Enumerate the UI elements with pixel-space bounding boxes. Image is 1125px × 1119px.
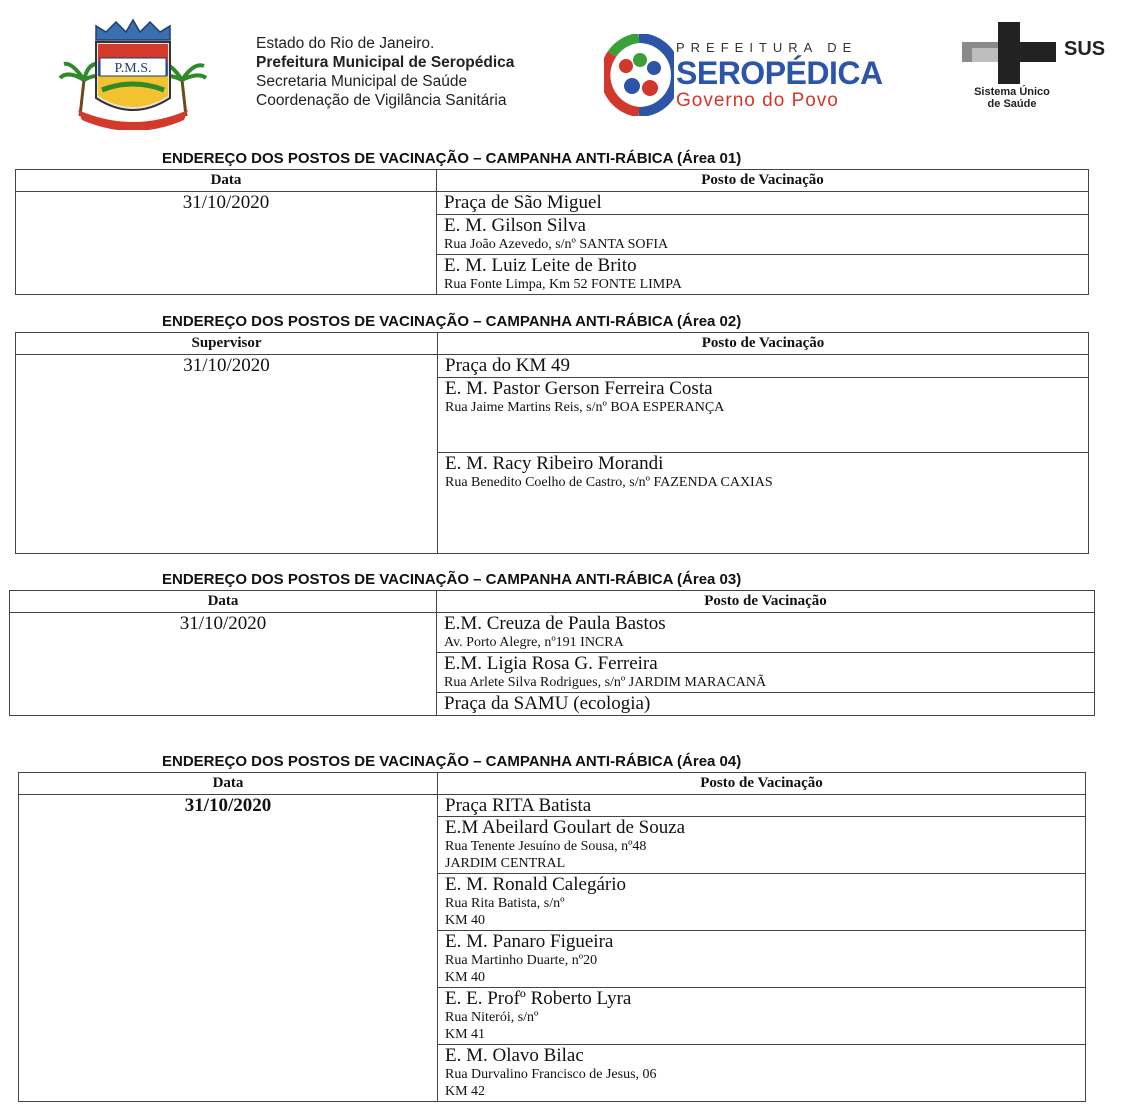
- org-line-state: Estado do Rio de Janeiro.: [256, 35, 435, 52]
- post-cell: [437, 192, 1089, 215]
- column-header-post: Posto de Vacinação: [437, 170, 1089, 192]
- pms-crest-icon: [58, 18, 208, 130]
- post-name: E. M. Ronald Calegário: [445, 874, 626, 895]
- post-address: Av. Porto Alegre, nº191 INCRA: [444, 635, 624, 650]
- post-cell: [437, 255, 1089, 295]
- post-name: Praça da SAMU (ecologia): [444, 693, 651, 714]
- document-header: [0, 0, 1125, 140]
- column-header-post: Posto de Vacinação: [437, 591, 1095, 613]
- post-cell: [438, 1045, 1086, 1102]
- sus-sub-line2: de Saúde: [987, 98, 1037, 110]
- post-address: Rua Durvalino Francisco de Jesus, 06: [445, 1067, 657, 1082]
- sus-cross-icon: [962, 22, 1056, 84]
- post-name: E.M. Creuza de Paula Bastos: [444, 613, 666, 634]
- post-address-locality: KM 42: [445, 1084, 486, 1099]
- post-address: Rua Benedito Coelho de Castro, s/nº FAZENDA CAXIAS: [445, 475, 773, 490]
- post-address: Rua Jaime Martins Reis, s/nº BOA ESPERANÇA: [445, 400, 725, 415]
- date-cell: 31/10/2020: [10, 613, 437, 716]
- post-cell: [438, 795, 1086, 817]
- table-row: [16, 192, 1089, 215]
- post-name: E.M. Ligia Rosa G. Ferreira: [444, 653, 658, 674]
- post-name: E.M Abeilard Goulart de Souza: [445, 817, 686, 838]
- crest-text: P.M.S.: [114, 61, 152, 76]
- column-header-date: Data: [16, 170, 437, 192]
- post-cell: [438, 817, 1086, 874]
- post-address-locality: JARDIM CENTRAL: [445, 856, 566, 871]
- post-address: Rua Rita Batista, s/nº: [445, 896, 565, 911]
- post-cell: [437, 693, 1095, 716]
- section-title-area-03: ENDEREÇO DOS POSTOS DE VACINAÇÃO – CAMPANHA ANTI-RÁBICA (Área 03): [162, 571, 742, 588]
- post-cell: [437, 613, 1095, 653]
- post-name: Praça RITA Batista: [445, 795, 592, 816]
- post-name: Praça de São Miguel: [444, 192, 602, 213]
- post-cell: [438, 355, 1089, 378]
- post-address: Rua João Azevedo, s/nº SANTA SOFIA: [444, 237, 669, 252]
- post-cell: [437, 653, 1095, 693]
- post-cell: [438, 931, 1086, 988]
- post-address: Rua Arlete Silva Rodrigues, s/nº JARDIM MARACANÃ: [444, 675, 767, 690]
- post-address-locality: KM 40: [445, 970, 486, 985]
- column-header-date: Data: [19, 773, 438, 795]
- date-cell: 31/10/2020: [19, 795, 438, 1102]
- post-address: Rua Fonte Limpa, Km 52 FONTE LIMPA: [444, 277, 682, 292]
- seropedica-logo: [604, 30, 883, 122]
- table-area-03: [9, 590, 1095, 716]
- post-cell: [437, 215, 1089, 255]
- seropedica-tagline: Governo do Povo: [676, 90, 839, 111]
- org-line-coordenacao: Coordenação de Vigilância Sanitária: [256, 92, 507, 109]
- post-name: E. M. Pastor Gerson Ferreira Costa: [445, 378, 713, 399]
- post-name: E. M. Gilson Silva: [444, 215, 586, 236]
- section-title-area-01: ENDEREÇO DOS POSTOS DE VACINAÇÃO – CAMPANHA ANTI-RÁBICA (Área 01): [162, 150, 742, 167]
- sus-sub-line1: Sistema Único: [974, 86, 1050, 98]
- table-area-04: [18, 772, 1086, 1102]
- post-name: E. M. Luiz Leite de Brito: [444, 255, 637, 276]
- table-header-row: [16, 333, 1089, 355]
- column-header-supervisor: Supervisor: [16, 333, 438, 355]
- post-address: Rua Tenente Jesuíno de Sousa, nº48: [445, 839, 647, 854]
- table-header-row: [19, 773, 1086, 795]
- post-cell: [438, 378, 1089, 453]
- table-header-row: [10, 591, 1095, 613]
- sus-name: SUS: [1064, 38, 1106, 60]
- post-name: E. M. Racy Ribeiro Morandi: [445, 453, 664, 474]
- post-address: Rua Martinho Duarte, nº20: [445, 953, 598, 968]
- section-title-area-02: ENDEREÇO DOS POSTOS DE VACINAÇÃO – CAMPANHA ANTI-RÁBICA (Área 02): [162, 313, 742, 330]
- date-cell: 31/10/2020: [16, 192, 437, 295]
- organization-block: [256, 34, 514, 110]
- table-area-01: [15, 169, 1089, 295]
- date-cell: 31/10/2020: [16, 355, 438, 554]
- post-address-locality: KM 40: [445, 913, 486, 928]
- post-name: E. E. Profº Roberto Lyra: [445, 988, 632, 1009]
- table-row: [16, 355, 1089, 378]
- seropedica-prefeitura-label: PREFEITURA DE: [676, 40, 858, 55]
- column-header-date: Data: [10, 591, 437, 613]
- org-line-secretaria: Secretaria Municipal de Saúde: [256, 73, 468, 90]
- seropedica-name: SEROPÉDICA: [676, 55, 883, 91]
- post-address: Rua Niterói, s/nº: [445, 1010, 539, 1025]
- sus-logo: [952, 22, 1122, 118]
- post-name: Praça do KM 49: [445, 355, 571, 376]
- column-header-post: Posto de Vacinação: [438, 773, 1086, 795]
- table-row: [10, 613, 1095, 653]
- table-area-02: [15, 332, 1089, 554]
- seropedica-people-icon: [604, 34, 674, 116]
- org-line-prefeitura: Prefeitura Municipal de Seropédica: [256, 54, 515, 71]
- post-cell: [438, 453, 1089, 554]
- column-header-post: Posto de Vacinação: [438, 333, 1089, 355]
- post-cell: [438, 988, 1086, 1045]
- section-title-area-04: ENDEREÇO DOS POSTOS DE VACINAÇÃO – CAMPANHA ANTI-RÁBICA (Área 04): [162, 753, 742, 770]
- table-row: [19, 795, 1086, 817]
- post-name: E. M. Panaro Figueira: [445, 931, 614, 952]
- sus-subtitle: [952, 86, 1072, 110]
- post-cell: [438, 874, 1086, 931]
- table-header-row: [16, 170, 1089, 192]
- post-address-locality: KM 41: [445, 1027, 486, 1042]
- post-name: E. M. Olavo Bilac: [445, 1045, 584, 1066]
